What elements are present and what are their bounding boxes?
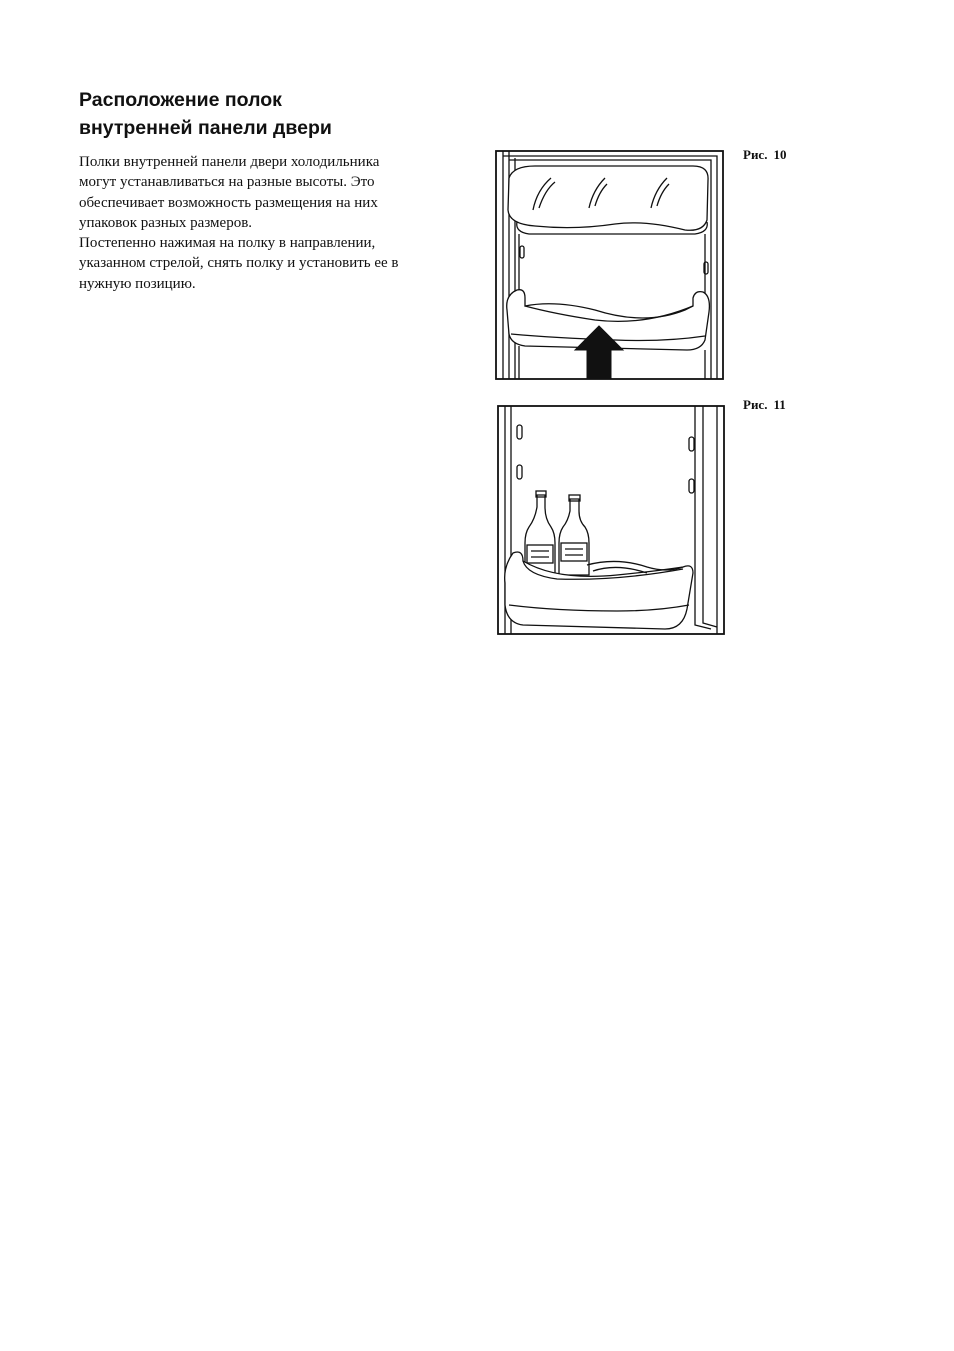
figure-number: 11 <box>773 397 786 412</box>
text-line: обеспечивает возможность размещения на них <box>79 194 378 211</box>
section-heading <box>79 86 479 142</box>
figure-11-illustration <box>497 405 726 636</box>
figure-label: Рис. <box>743 147 768 162</box>
text-line: указанном стрелой, снять полку и установить ее в <box>79 255 399 272</box>
door-shelf-removal-icon <box>495 150 725 381</box>
door-shelf-bottles-icon <box>497 405 726 636</box>
figure-label: Рис. <box>743 397 768 412</box>
heading-line-2: внутренней панели двери <box>79 117 332 139</box>
text-line: Постепенно нажимая на полку в направлении, <box>79 235 376 252</box>
heading-line-1: Расположение полок <box>79 89 282 111</box>
text-line: Полки внутренней панели двери холодильника <box>79 154 380 170</box>
text-line: могут устанавливаться на разные высоты. Это <box>79 174 375 191</box>
figure-10-caption <box>743 147 786 163</box>
figure-number: 10 <box>773 147 787 162</box>
figure-11-caption <box>743 397 786 413</box>
text-line: упаковок разных размеров. <box>79 214 253 231</box>
figure-10-illustration <box>495 150 725 381</box>
text-line: нужную позицию. <box>79 275 196 292</box>
instruction-text <box>79 152 479 294</box>
